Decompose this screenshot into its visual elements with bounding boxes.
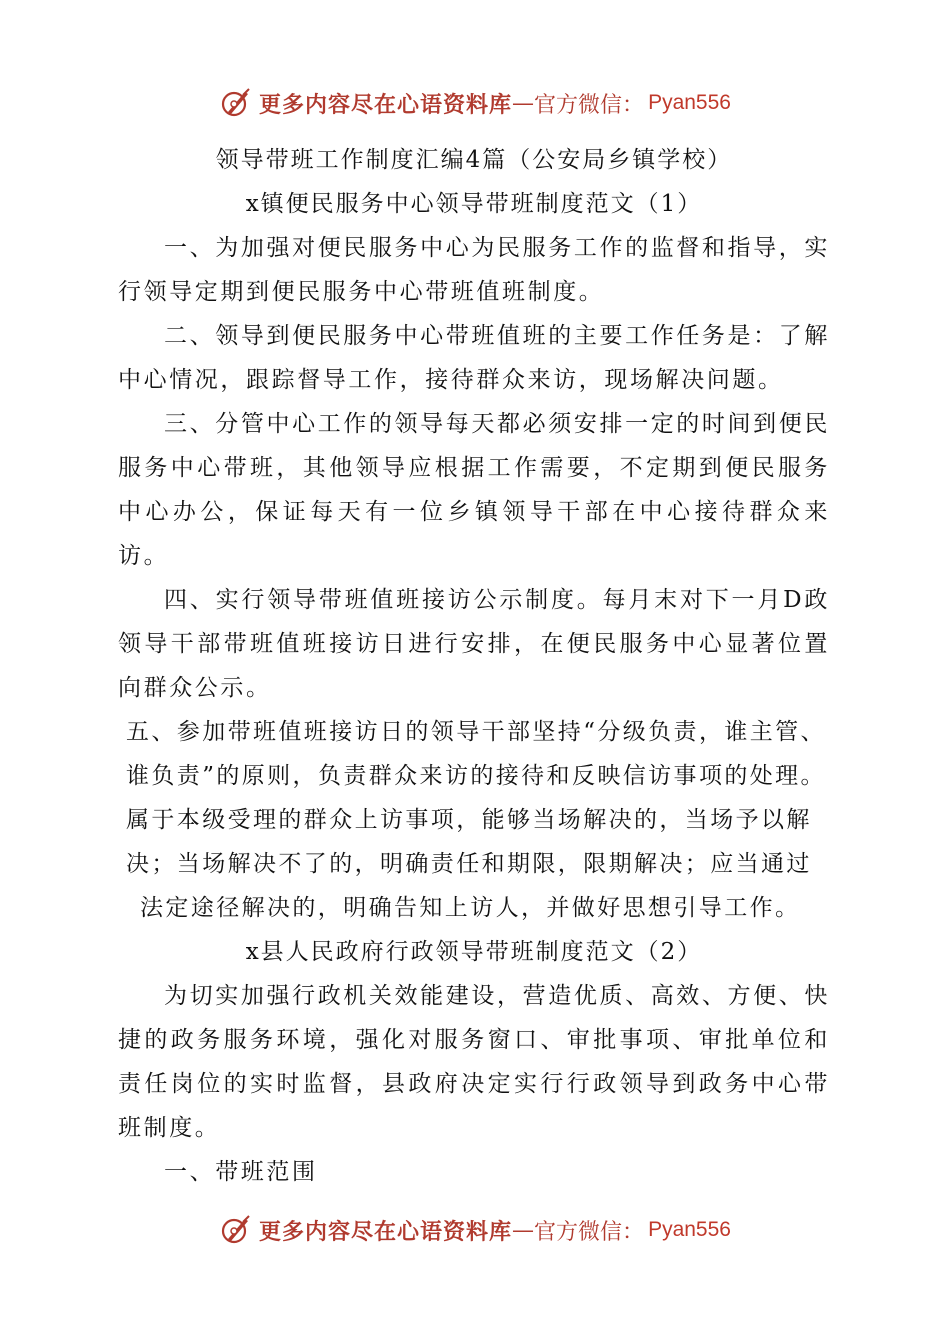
section2-paragraph-2: 一、带班范围 xyxy=(164,1159,318,1185)
header-banner xyxy=(0,83,950,123)
document-body xyxy=(118,138,830,1194)
banner-text: 更多内容尽在心语资料库 xyxy=(259,91,513,118)
banner-separator: — xyxy=(512,1217,535,1243)
section1-title: x镇便民服务中心领导带班制度范文（1） xyxy=(245,191,703,217)
section2-paragraph-1: 为切实加强行政机关效能建设，营造优质、高效、方便、快捷的政务服务环境，强化对服务窗口、审批事项、审批单位和责任岗位的实时监督，县政府决定实行行政领导到政务中心带班制度。 xyxy=(118,983,830,1141)
quill-pen-logo-icon xyxy=(219,1213,253,1247)
section1-paragraph-4: 四、实行领导带班值班接访公示制度。每月末对下一月D政领导干部带班值班接访日进行安排，在便民服务中心显著位置向群众公示。 xyxy=(118,587,830,701)
section1-paragraph-1: 一、为加强对便民服务中心为民服务工作的监督和指导，实行领导定期到便民服务中心带班值班制度。 xyxy=(118,235,830,305)
section2-title: x县人民政府行政领导带班制度范文（2） xyxy=(245,939,703,965)
section1-item5-line-1: 五、参加带班值班接访日的领导干部坚持“分级负责，谁主管、 xyxy=(126,719,826,745)
banner-label: 官方微信： xyxy=(534,1219,645,1245)
banner-text: 更多内容尽在心语资料库 xyxy=(259,1218,513,1245)
banner-separator: — xyxy=(512,90,535,116)
banner-handle: Pyan556 xyxy=(648,1218,731,1241)
main-title: 领导带班工作制度汇编4篇（公安局乡镇学校） xyxy=(215,147,733,173)
footer-banner xyxy=(0,1210,950,1250)
section1-item5-line-3: 属于本级受理的群众上访事项，能够当场解决的，当场予以解 xyxy=(126,807,812,833)
quill-pen-logo-icon xyxy=(219,86,253,120)
banner-handle: Pyan556 xyxy=(648,91,731,114)
section1-item5-line-4: 决；当场解决不了的，明确责任和期限，限期解决；应当通过 xyxy=(126,851,812,877)
section1-item5-line-5: 法定途径解决的，明确告知上访人，并做好思想引导工作。 xyxy=(140,895,801,921)
banner-label: 官方微信： xyxy=(534,92,645,118)
section1-item5-line-2: 谁负责”的原则，负责群众来访的接待和反映信访事项的处理。 xyxy=(126,763,826,789)
section1-paragraph-2: 二、领导到便民服务中心带班值班的主要工作任务是：了解中心情况，跟踪督导工作，接待群众来访，现场解决问题。 xyxy=(118,323,830,393)
section1-paragraph-3: 三、分管中心工作的领导每天都必须安排一定的时间到便民服务中心带班，其他领导应根据工作需要，不定期到便民服务中心办公，保证每天有一位乡镇领导干部在中心接待群众来访。 xyxy=(118,411,830,569)
